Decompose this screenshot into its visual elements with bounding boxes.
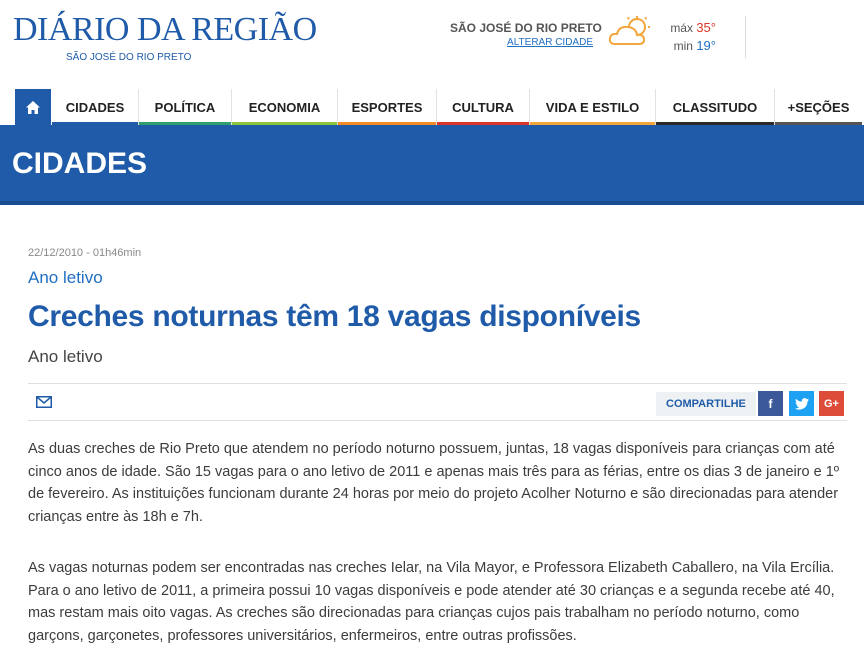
nav-label: ECONOMIA [248, 99, 321, 115]
article-headline: Creches noturnas têm 18 vagas disponíveis [28, 300, 641, 333]
main-nav [0, 89, 864, 125]
max-label: máx [670, 21, 693, 35]
min-label: min [673, 39, 693, 53]
section-banner [0, 125, 864, 205]
change-city-link[interactable]: ALTERAR CIDADE [507, 37, 593, 48]
nav-label: POLÍTICA [154, 99, 216, 115]
max-temp: 35° [696, 20, 716, 35]
share-bar [28, 383, 847, 421]
article-subhead: Ano letivo [28, 347, 103, 366]
site-header [0, 0, 864, 88]
logo-title[interactable]: DIÁRIO DA REGIÃO [13, 11, 317, 48]
mail-icon[interactable] [36, 396, 52, 408]
nav-item-classitudo[interactable] [656, 89, 775, 125]
home-button[interactable] [15, 89, 51, 125]
temperature-box [666, 19, 716, 55]
nav-label: +SEÇÕES [787, 99, 850, 115]
section-title: CIDADES [12, 147, 148, 180]
nav-item-vida-e-estilo[interactable] [530, 89, 656, 125]
share-label: COMPARTILHE [656, 392, 756, 416]
article-paragraph-2: As vagas noturnas podem ser encontradas nas creches Ielar, na Vila Mayor, e Professora Elizabeth Caballero, na Vila Ercília. Para o ano letivo de 2011, a primeira possui 10 vagas disponíveis e pode atender até 30 crianças e a segunda recebe até 40, mas restam mais oito vagas. As creches são direcionadas para crianças cujos pais trabalham no período noturno, como garçons, garçonetes, professores universitários, enfermeiros, entre outras profissões. [28, 560, 835, 644]
nav-label: CULTURA [452, 99, 514, 115]
nav-label: CLASSITUDO [672, 99, 758, 115]
header-divider [745, 16, 746, 58]
nav-label: CIDADES [65, 99, 125, 115]
nav-item-cultura[interactable] [437, 89, 530, 125]
googleplus-share-button[interactable] [819, 391, 844, 416]
twitter-share-button[interactable] [789, 391, 814, 416]
nav-item-cidades[interactable] [52, 89, 139, 125]
facebook-share-button[interactable] [758, 391, 783, 416]
twitter-icon [795, 398, 809, 410]
min-temp: 19° [696, 38, 716, 53]
article-paragraph-1: As duas creches de Rio Preto que atendem no período noturno possuem, juntas, 18 vagas disponíveis para crianças com até cinco anos de idade. São 15 vagas para o ano letivo de 2011 e apenas mais três para as férias, entre os dias 3 de janeiro e 1º de fevereiro. As instituições funcionam durante 24 horas por meio do projeto Acolher Noturno e são direcionadas para atender crianças entre às 18h e 7h. [28, 441, 840, 525]
city-name: SÃO JOSÉ DO RIO PRETO [450, 21, 602, 35]
googleplus-icon: G+ [824, 397, 839, 410]
article-date: 22/12/2010 - 01h46min [28, 247, 142, 259]
nav-label: VIDA E ESTILO [545, 99, 640, 115]
article-kicker: Ano letivo [28, 268, 103, 287]
site-logo[interactable] [13, 11, 317, 63]
home-icon [26, 101, 40, 114]
city-selector [450, 21, 602, 48]
logo-subtitle: SÃO JOSÉ DO RIO PRETO [66, 52, 192, 63]
nav-item-economia[interactable] [232, 89, 338, 125]
nav-label: ESPORTES [351, 99, 423, 115]
cloud-sun-icon [607, 16, 655, 48]
facebook-icon: f [768, 396, 773, 411]
nav-item-politica[interactable] [139, 89, 232, 125]
nav-item-esportes[interactable] [338, 89, 437, 125]
nav-item-secoes[interactable] [775, 89, 862, 125]
